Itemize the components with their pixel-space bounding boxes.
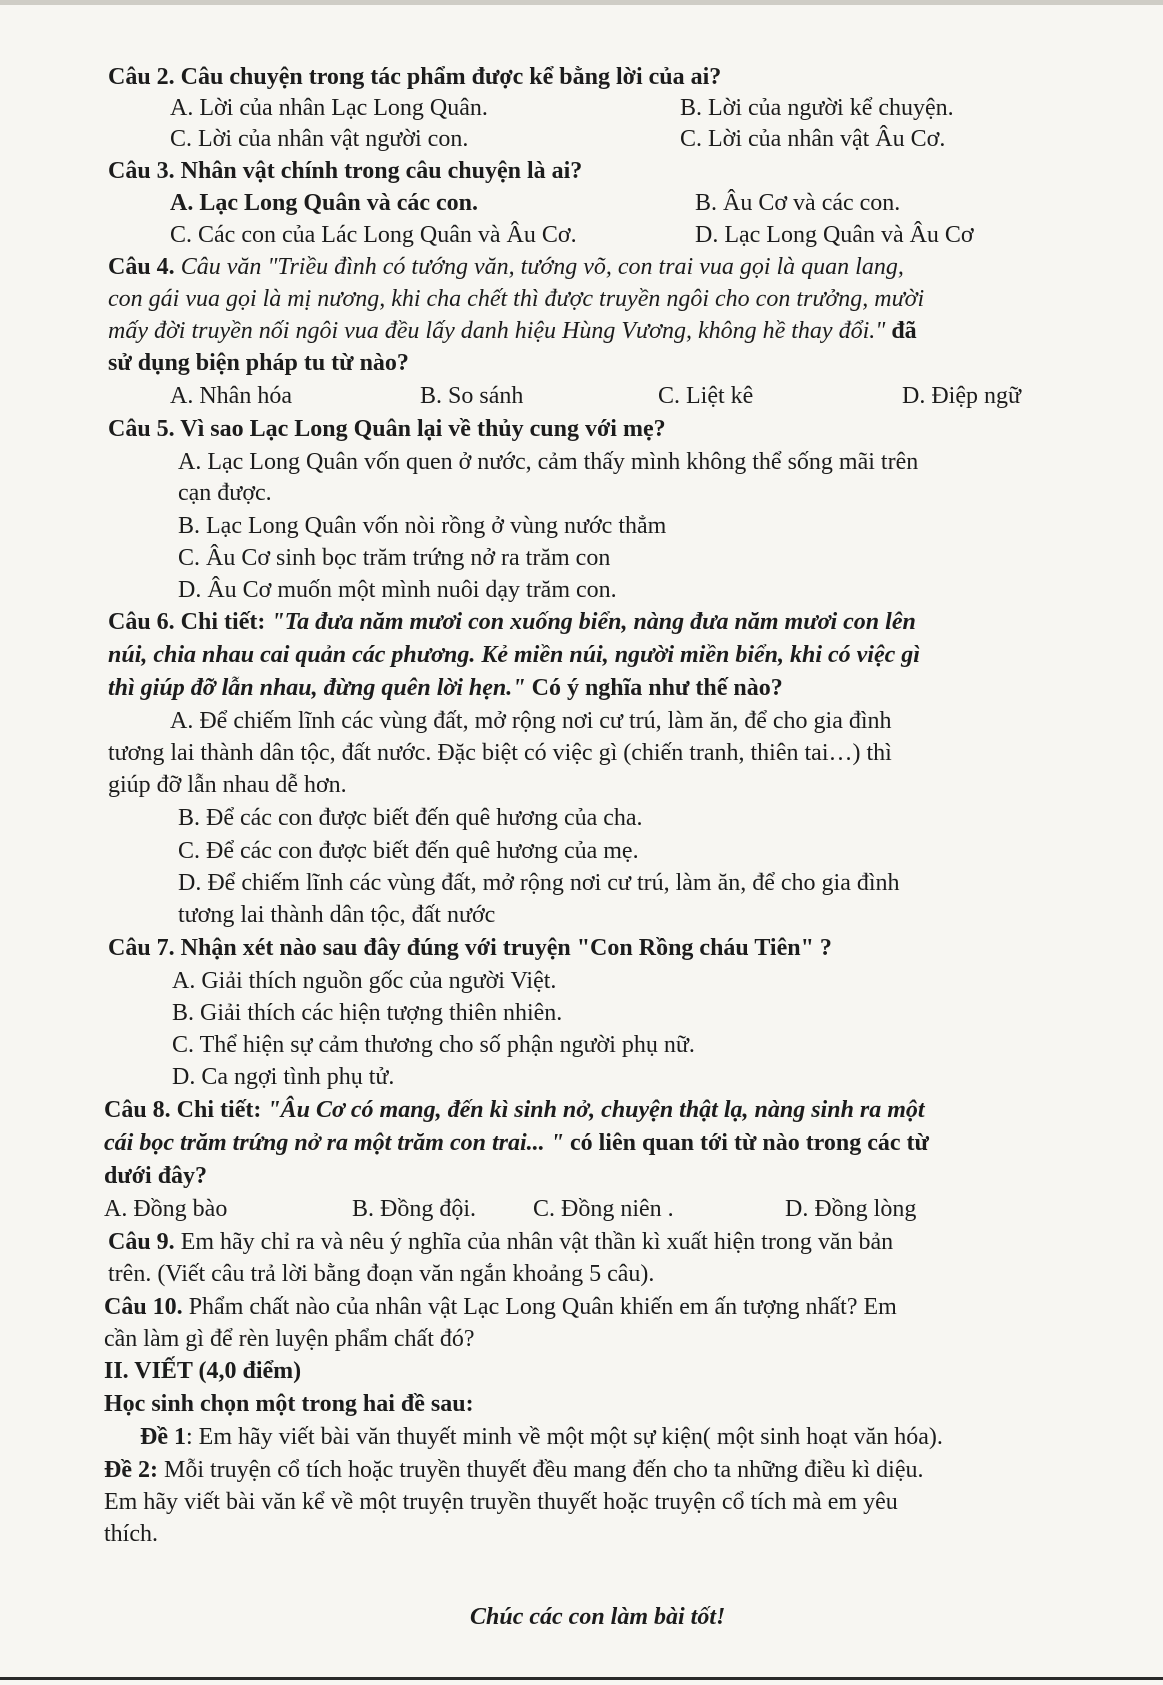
section-2-heading: II. VIẾT (4,0 điểm) — [104, 1358, 302, 1384]
q8-quote-1: "Âu Cơ có mang, đến kì sinh nở, chuyện thật lạ, nàng sinh ra một — [267, 1097, 925, 1123]
q6-quote-1: "Ta đưa năm mươi con xuống biển, nàng đưa năm mươi con lên — [271, 609, 916, 635]
q6-option-a-2: tương lai thành dân tộc, đất nước. Đặc biệt có việc gì (chiến tranh, thiên tai…) thì — [108, 740, 892, 766]
de2-text-2: Em hãy viết bài văn kể về một truyện truyền thuyết hoặc truyện cổ tích mà em yêu — [104, 1489, 898, 1515]
q4-option-d: D. Điệp ngữ — [902, 383, 1021, 409]
q9-label: Câu 9. — [108, 1229, 175, 1255]
q10-line-1 — [104, 1292, 897, 1322]
q2-option-b: B. Lời của người kể chuyện. — [680, 95, 954, 121]
bottom-edge — [0, 1677, 1163, 1680]
de1-label: Đề 1 — [140, 1424, 186, 1450]
q8-label: Câu 8. Chi tiết: — [104, 1097, 262, 1123]
q5-option-a-1: A. Lạc Long Quân vốn quen ở nước, cảm thấy mình không thể sống mãi trên — [178, 449, 919, 475]
q10-text-1: Phẩm chất nào của nhân vật Lạc Long Quân khiến em ấn tượng nhất? Em — [188, 1294, 897, 1320]
q6-option-a-1: A. Để chiếm lĩnh các vùng đất, mở rộng nơi cư trú, làm ăn, để cho gia đình — [170, 708, 892, 734]
de2-text-1: Mỗi truyện cổ tích hoặc truyền thuyết đều mang đến cho ta những điều kì diệu. — [163, 1457, 924, 1483]
q8-quote-2: cái bọc trăm trứng nở ra một trăm con trai... " — [104, 1130, 564, 1156]
q8-option-d: D. Đồng lòng — [785, 1196, 917, 1222]
q4-tail-3: đã — [891, 318, 917, 344]
q6-quote-3: thì giúp đỡ lẫn nhau, đừng quên lời hẹn." — [108, 675, 526, 701]
de1-text: : Em hãy viết bài văn thuyết minh về một một sự kiện( một sinh hoạt văn hóa). — [185, 1424, 943, 1450]
q5-title: Câu 5. Vì sao Lạc Long Quân lại về thủy cung với mẹ? — [108, 416, 666, 442]
q4-label: Câu 4. — [108, 254, 175, 280]
q6-line-3 — [108, 673, 783, 703]
q7-option-a: A. Giải thích nguồn gốc của người Việt. — [172, 968, 557, 994]
top-edge — [0, 0, 1163, 5]
q4-quote-2: con gái vua gọi là mị nương, khi cha chết thì được truyền ngôi cho con trưởng, mười — [108, 286, 925, 312]
q6-tail-3: Có ý nghĩa như thế nào? — [531, 675, 783, 701]
q5-option-b: B. Lạc Long Quân vốn nòi rồng ở vùng nước thẳm — [178, 513, 667, 539]
closing-message: Chúc các con làm bài tốt! — [470, 1604, 726, 1630]
q7-title: Câu 7. Nhận xét nào sau đây đúng với truyện "Con Rồng cháu Tiên" ? — [108, 935, 832, 961]
q7-option-c: C. Thể hiện sự cảm thương cho số phận người phụ nữ. — [172, 1032, 695, 1058]
q6-option-c: C. Để các con được biết đến quê hương của mẹ. — [178, 838, 639, 864]
q5-option-a-2: cạn được. — [178, 480, 272, 506]
q6-option-d-1: D. Để chiếm lĩnh các vùng đất, mở rộng nơi cư trú, làm ăn, để cho gia đình — [178, 870, 900, 896]
q3-title: Câu 3. Nhân vật chính trong câu chuyện là ai? — [108, 158, 583, 184]
de2-text-3: thích. — [104, 1521, 158, 1547]
q6-quote-2: núi, chia nhau cai quản các phương. Kẻ miền núi, người miền biển, khi có việc gì — [108, 642, 920, 668]
q9-text-1: Em hãy chỉ ra và nêu ý nghĩa của nhân vật thần kì xuất hiện trong văn bản — [180, 1229, 894, 1255]
q10-label: Câu 10. — [104, 1294, 183, 1320]
q8-tail-3: dưới đây? — [104, 1163, 208, 1189]
q8-option-c: C. Đồng niên . — [533, 1196, 674, 1222]
de2-label: Đề 2: — [104, 1457, 158, 1483]
q4-tail-4: sử dụng biện pháp tu từ nào? — [108, 350, 409, 376]
q8-option-b: B. Đồng đội. — [352, 1196, 477, 1222]
q6-option-b: B. Để các con được biết đến quê hương của cha. — [178, 805, 643, 831]
q4-quote-1: Câu văn "Triều đình có tướng văn, tướng võ, con trai vua gọi là quan lang, — [180, 254, 904, 280]
q10-text-2: cần làm gì để rèn luyện phẩm chất đó? — [104, 1326, 475, 1352]
q4-line-1 — [108, 252, 904, 282]
q2-title: Câu 2. Câu chuyện trong tác phẩm được kể bằng lời của ai? — [108, 64, 722, 90]
q4-option-b: B. So sánh — [420, 383, 524, 409]
q3-option-d: D. Lạc Long Quân và Âu Cơ — [695, 222, 974, 248]
q4-quote-3: mấy đời truyền nối ngôi vua đều lấy danh hiệu Hùng Vương, không hề thay đổi." — [108, 318, 886, 344]
q8-tail-2: có liên quan tới từ nào trong các từ — [569, 1130, 929, 1156]
q7-option-d: D. Ca ngợi tình phụ tử. — [172, 1064, 395, 1090]
q4-option-c: C. Liệt kê — [658, 383, 754, 409]
q2-option-d: C. Lời của nhân vật Âu Cơ. — [680, 126, 946, 152]
section-2-instruction: Học sinh chọn một trong hai đề sau: — [104, 1391, 474, 1417]
q6-label: Câu 6. Chi tiết: — [108, 609, 266, 635]
q4-option-a: A. Nhân hóa — [170, 383, 292, 409]
q2-option-a: A. Lời của nhân Lạc Long Quân. — [170, 95, 488, 121]
q6-option-a-3: giúp đỡ lẫn nhau dễ hơn. — [108, 772, 347, 798]
q3-option-c: C. Các con của Lác Long Quân và Âu Cơ. — [170, 222, 577, 248]
q4-line-3 — [108, 316, 917, 346]
q7-option-b: B. Giải thích các hiện tượng thiên nhiên. — [172, 1000, 563, 1026]
q6-line-1 — [108, 607, 916, 637]
de2-line-1 — [104, 1455, 923, 1485]
q8-line-1 — [104, 1095, 925, 1125]
q9-line-1 — [108, 1227, 893, 1257]
q3-option-b: B. Âu Cơ và các con. — [695, 190, 901, 216]
q3-option-a: A. Lạc Long Quân và các con. — [170, 190, 479, 216]
q8-option-a: A. Đồng bào — [104, 1196, 228, 1222]
q5-option-d: D. Âu Cơ muốn một mình nuôi dạy trăm con. — [178, 577, 617, 603]
de1-line — [140, 1422, 943, 1452]
q2-option-c: C. Lời của nhân vật người con. — [170, 126, 469, 152]
q5-option-c: C. Âu Cơ sinh bọc trăm trứng nở ra trăm con — [178, 545, 611, 571]
q6-option-d-2: tương lai thành dân tộc, đất nước — [178, 902, 496, 928]
q8-line-2 — [104, 1128, 929, 1158]
q9-text-2: trên. (Viết câu trả lời bằng đoạn văn ngắn khoảng 5 câu). — [108, 1261, 655, 1287]
